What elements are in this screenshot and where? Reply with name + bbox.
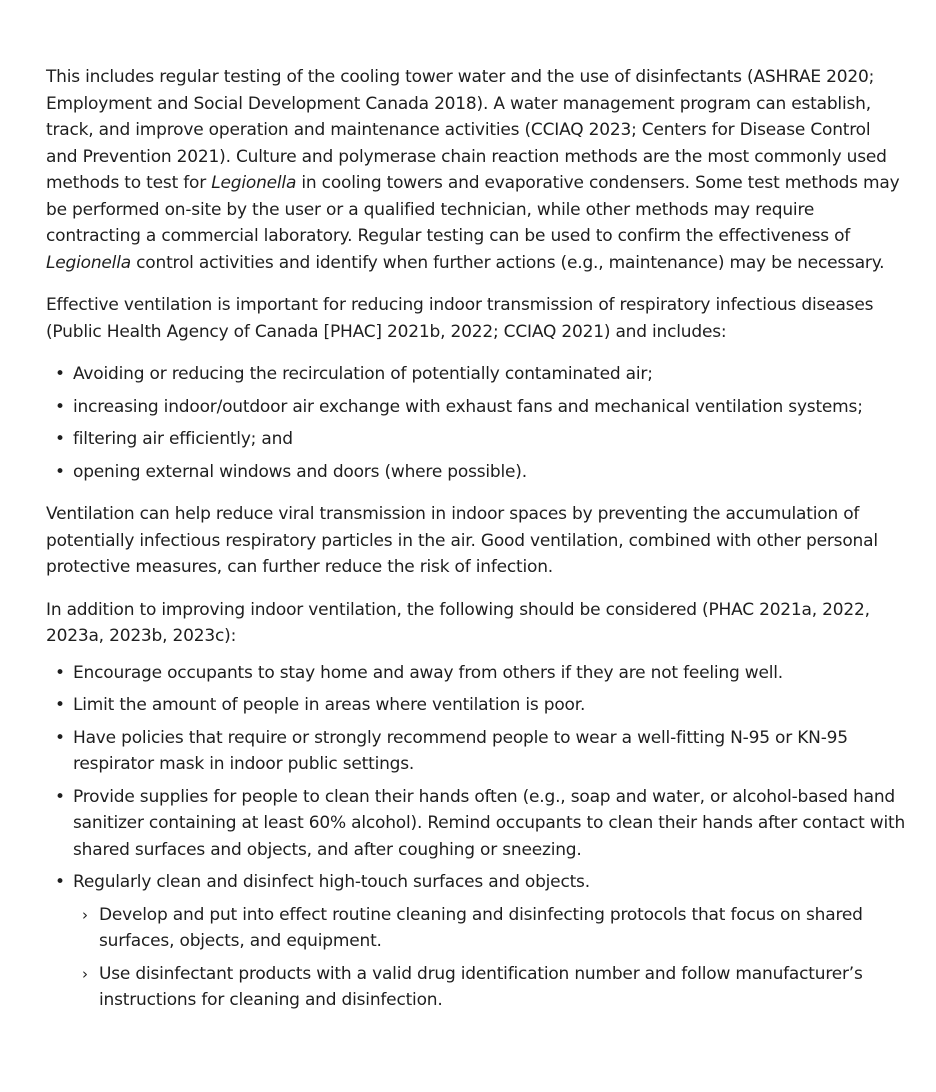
paragraph-text: This includes regular testing of the cooling tower water and the use of disinfectants (ASHRAE 2020; Employment and Social Development Canada 2018). A water management program can establish, track, and improve operation and maintenance activities (CCIAQ 2023; Centers for Disease Control and Prevention 2021). Culture and polymerase chain reaction methods are the most commonly used methods to test for xyxy=(46,67,887,193)
paragraph-additional-measures: In addition to improving indoor ventilation, the following should be considered (PHAC 2021a, 2022, 2023a, 2023b, 2023c): xyxy=(46,599,870,646)
list-item xyxy=(46,426,906,453)
paragraph-text: in cooling towers and evaporative condensers. Some test methods may be performed on-site by the user or a qualified technician, while other methods may require contracting a commercial laboratory. Regular testing can be used to confirm the effectiveness of xyxy=(46,173,900,246)
list-item xyxy=(46,660,906,687)
bullet-marker: • xyxy=(55,786,65,807)
list-item-text: Provide supplies for people to clean their hands often (e.g., soap and water, or alcohol-based hand sanitizer containing at least 60% alcohol). Remind occupants to clean their hands after contact with shared surfaces and objects, and after coughing or sneezing. xyxy=(73,786,906,860)
bullet-marker: • xyxy=(55,461,65,482)
sub-list-item-text: Develop and put into effect routine cleaning and disinfecting protocols that focus on shared surfaces, objects, and equipment. xyxy=(99,904,863,951)
list-item-text: Have policies that require or strongly recommend people to wear a well-fitting N-95 or KN-95 respirator mask in indoor public settings. xyxy=(73,727,848,774)
list-item-text: Encourage occupants to stay home and away from others if they are not feeling well. xyxy=(73,662,784,683)
list-item-text: filtering air efficiently; and xyxy=(73,429,293,449)
cleaning-sub-list xyxy=(73,902,906,1014)
paragraph-effective-ventilation: Effective ventilation is important for reducing indoor transmission of respiratory infectious diseases (Public Health Agency of Canada [PHAC] 2021b, 2022; CCIAQ 2021) and includes: xyxy=(46,295,874,342)
ventilation-measures-list xyxy=(46,361,906,485)
list-item xyxy=(46,725,906,778)
sub-bullet-marker: › xyxy=(82,964,88,983)
list-item xyxy=(46,692,906,719)
sub-list-item-text: Use disinfectant products with a valid drug identification number and follow manufacturer’s instructions for cleaning and disinfection. xyxy=(99,963,863,1010)
italic-term-legionella: Legionella xyxy=(211,173,297,193)
list-item-text: Limit the amount of people in areas where ventilation is poor. xyxy=(73,695,586,715)
list-item xyxy=(46,361,906,388)
italic-term-legionella: Legionella xyxy=(46,252,131,273)
paragraph-cooling-tower-testing xyxy=(46,64,906,276)
bullet-marker: • xyxy=(55,662,65,683)
list-item-text: Regularly clean and disinfect high-touch surfaces and objects. xyxy=(73,872,590,892)
list-item-text: Avoiding or reducing the recirculation of potentially contaminated air; xyxy=(73,364,653,384)
bullet-marker: • xyxy=(55,364,65,384)
paragraph-text: control activities and identify when further actions (e.g., maintenance) may be necessary. xyxy=(130,252,885,273)
bullet-marker: • xyxy=(55,396,65,417)
bullet-marker: • xyxy=(55,429,65,449)
bullet-marker: • xyxy=(55,695,65,715)
list-item-text: increasing indoor/outdoor air exchange with exhaust fans and mechanical ventilation systems; xyxy=(73,396,863,417)
sub-list-item xyxy=(73,902,906,955)
list-item xyxy=(46,784,906,864)
list-item-text: opening external windows and doors (where possible). xyxy=(73,461,527,482)
bullet-marker: • xyxy=(55,727,65,748)
bullet-marker: • xyxy=(55,872,65,892)
list-item xyxy=(46,459,906,486)
list-item xyxy=(46,869,906,1014)
paragraph-ventilation-benefits: Ventilation can help reduce viral transmission in indoor spaces by preventing the accumulation of potentially infectious respiratory particles in the air. Good ventilation, combined with other personal protective measures, can further reduce the risk of infection. xyxy=(46,504,878,577)
sub-list-item xyxy=(73,961,906,1014)
sub-bullet-marker: › xyxy=(82,905,88,924)
additional-measures-list xyxy=(46,660,906,1014)
list-item xyxy=(46,394,906,421)
